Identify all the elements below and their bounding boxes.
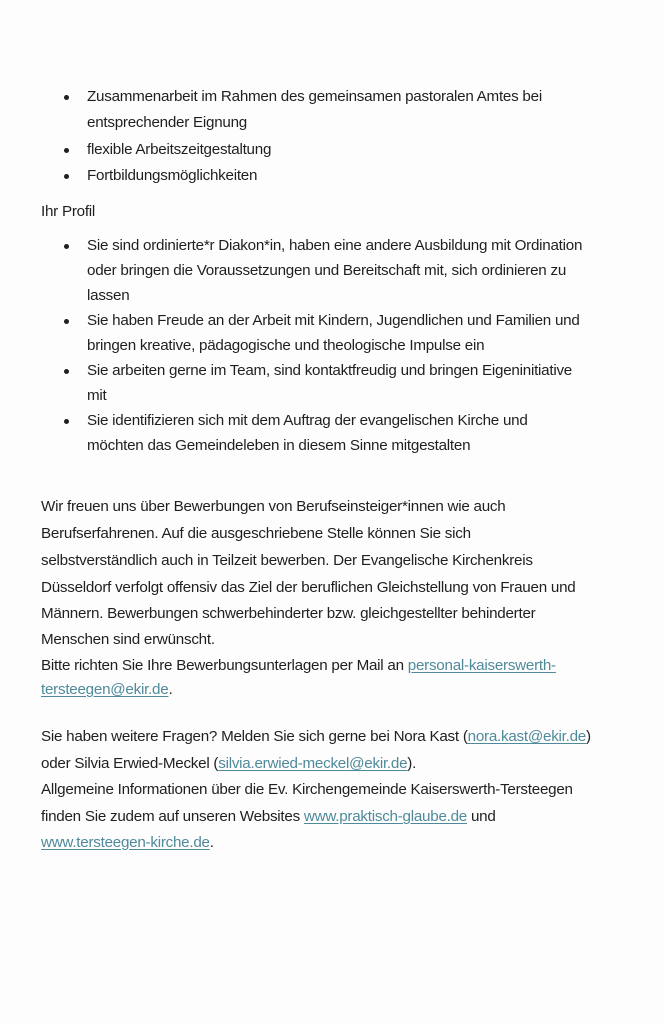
- list-item-text: Sie identifizieren sich mit dem Auftrag der evangelischen Kirche und: [87, 412, 528, 429]
- send-instruction-text: Bitte richten Sie Ihre Bewerbungsunterlagen per Mail an: [41, 657, 408, 674]
- bullet-icon: [64, 319, 69, 324]
- list-item-text: möchten das Gemeindeleben in diesem Sinne mitgestalten: [87, 437, 471, 454]
- paragraph-line: [41, 807, 496, 827]
- bullet-icon: [64, 148, 69, 153]
- paragraph-line: [41, 833, 214, 853]
- list-item-text: bringen kreative, pädagogische und theologische Impulse ein: [87, 337, 485, 354]
- paragraph-line: Menschen sind erwünscht.: [41, 631, 215, 648]
- list-item-text: mit: [87, 387, 107, 404]
- paragraph-line: Männern. Bewerbungen schwerbehinderter bzw. gleichgestellter behinderter: [41, 605, 536, 622]
- punctuation: ): [586, 728, 591, 745]
- bullet-icon: [64, 369, 69, 374]
- list-item-text: Zusammenarbeit im Rahmen des gemeinsamen pastoralen Amtes bei: [87, 88, 542, 105]
- section-heading-profile: Ihr Profil: [41, 203, 96, 220]
- paragraph-line: selbstverständlich auch in Teilzeit bewerben. Der Evangelische Kirchenkreis: [41, 552, 533, 569]
- list-item-text: Sie arbeiten gerne im Team, sind kontaktfreudig und bringen Eigeninitiative: [87, 362, 572, 379]
- list-item-text: Sie sind ordinierte*r Diakon*in, haben eine andere Ausbildung mit Ordination: [87, 237, 583, 254]
- paragraph-line: Allgemeine Informationen über die Ev. Kirchengemeinde Kaiserswerth-Tersteegen: [41, 781, 573, 798]
- paragraph-line: Düsseldorf verfolgt offensiv das Ziel der beruflichen Gleichstellung von Frauen und: [41, 579, 576, 596]
- paragraph-line: [41, 680, 172, 700]
- contact-text: und: [467, 808, 496, 825]
- nora-email-link[interactable]: nora.kast@ekir.de: [467, 728, 587, 745]
- punctuation: ).: [407, 755, 417, 772]
- contact-text: Sie haben weitere Fragen? Melden Sie sich gerne bei Nora Kast (: [41, 728, 468, 745]
- bullet-icon: [64, 419, 69, 424]
- list-item-text: oder bringen die Voraussetzungen und Bereitschaft mit, sich ordinieren zu: [87, 262, 567, 279]
- bullet-icon: [64, 244, 69, 249]
- list-item-text: Sie haben Freude an der Arbeit mit Kindern, Jugendlichen und Familien und: [87, 312, 580, 329]
- paragraph-line: [41, 656, 556, 676]
- paragraph-line: [41, 727, 591, 747]
- silvia-email-link[interactable]: silvia.erwied-meckel@ekir.de: [218, 755, 408, 772]
- punctuation: .: [209, 834, 214, 851]
- contact-text: oder Silvia Erwied-Meckel (: [41, 755, 219, 772]
- website-tersteegen-kirche-link[interactable]: www.tersteegen-kirche.de: [41, 834, 210, 851]
- bullet-icon: [64, 174, 69, 179]
- paragraph-line: [41, 754, 416, 774]
- website-praktisch-glaube-link[interactable]: www.praktisch-glaube.de: [303, 808, 468, 825]
- paragraph-line: Berufserfahrenen. Auf die ausgeschriebene Stelle können Sie sich: [41, 525, 471, 542]
- paragraph-line: Wir freuen uns über Bewerbungen von Berufseinsteiger*innen wie auch: [41, 498, 506, 515]
- list-item-text: Fortbildungsmöglichkeiten: [87, 167, 258, 184]
- contact-text: finden Sie zudem auf unseren Websites: [41, 808, 304, 825]
- list-item-text: flexible Arbeitszeitgestaltung: [87, 141, 272, 158]
- punctuation: .: [168, 681, 173, 698]
- application-email-link[interactable]: personal-kaiserswerth-: [407, 657, 556, 674]
- list-item-text: lassen: [87, 287, 130, 304]
- list-item-text: entsprechender Eignung: [87, 114, 247, 131]
- bullet-icon: [64, 95, 69, 100]
- application-email-link-continued[interactable]: tersteegen@ekir.de: [41, 681, 169, 698]
